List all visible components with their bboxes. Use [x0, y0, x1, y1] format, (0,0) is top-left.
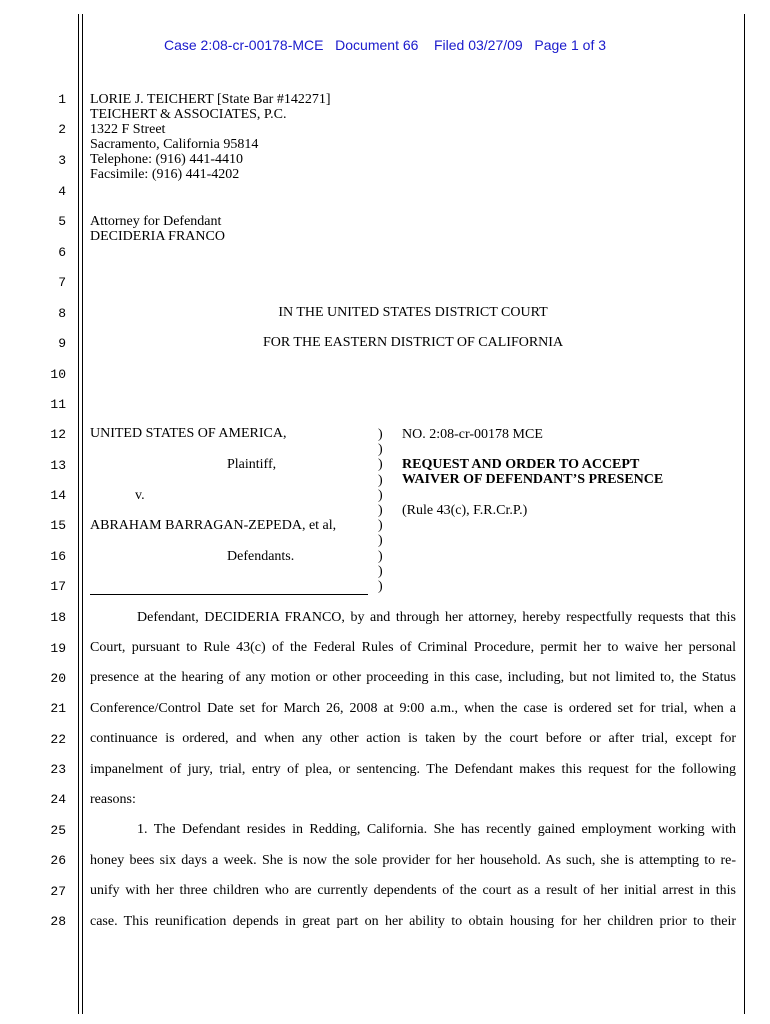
body-line: case. This reunification depends in great part on her ability to obtain housing for her children prior to their	[90, 914, 736, 929]
document-title: REQUEST AND ORDER TO ACCEPT WAIVER OF DEFENDANT’S PRESENCE	[402, 457, 664, 487]
body-line: continuance is ordered, and when any other action is taken by the court before or after trial, except for	[90, 731, 736, 746]
line-number: 21	[50, 701, 66, 716]
court-name: IN THE UNITED STATES DISTRICT COURT	[278, 305, 548, 320]
caption-parentheses: ) ) ) ) ) ) ) ) ) ) )	[378, 427, 383, 595]
body-line: unify with her three children who are currently dependents of the court as a result of her initial arrest in this	[90, 883, 736, 898]
line-number: 25	[50, 823, 66, 838]
line-number: 8	[58, 306, 66, 321]
line-number: 2	[58, 122, 66, 137]
body-line: Defendant, DECIDERIA FRANCO, by and through her attorney, hereby respectfully requests that this	[137, 610, 736, 625]
line-number: 18	[50, 610, 66, 625]
line-number: 9	[58, 336, 66, 351]
line-number: 5	[58, 214, 66, 229]
body-line: Court, pursuant to Rule 43(c) of the Federal Rules of Criminal Procedure, permit her to waive her personal	[90, 640, 736, 655]
defendant-name: ABRAHAM BARRAGAN-ZEPEDA, et al,	[90, 518, 337, 533]
line-number: 14	[50, 488, 66, 503]
court-district: FOR THE EASTERN DISTRICT OF CALIFORNIA	[262, 335, 564, 350]
caption-underline	[90, 594, 368, 595]
line-number: 3	[58, 153, 66, 168]
line-number: 26	[50, 853, 66, 868]
line-number: 27	[50, 884, 66, 899]
attorney-block: LORIE J. TEICHERT [State Bar #142271] TEICHERT & ASSOCIATES, P.C. 1322 F Street Sacramento, California 95814 Telephone: (916) 441-4410 Facsimile: (916) 441-4202	[90, 92, 331, 182]
body-line: Conference/Control Date set for March 26, 2008 at 9:00 a.m., when the case is ordered set for trial, when a	[90, 701, 736, 716]
line-number: 16	[50, 549, 66, 564]
line-number: 12	[50, 427, 66, 442]
case-header: Case 2:08-cr-00178-MCE Document 66 Filed 03/27/09 Page 1 of 3	[163, 37, 607, 53]
body-line: presence at the hearing of any motion or other proceeding in this case, including, but not limited to, the Status	[90, 670, 736, 685]
defendant-role: Defendants.	[227, 549, 295, 564]
case-number: NO. 2:08-cr-00178 MCE	[402, 427, 543, 442]
body-line: 1. The Defendant resides in Redding, California. She has recently gained employment working with	[137, 822, 736, 837]
line-number: 23	[50, 762, 66, 777]
body-line: impanelment of jury, trial, entry of plea, or sentencing. The Defendant makes this request for the following	[90, 762, 736, 777]
line-number: 1	[58, 92, 66, 107]
body-line: reasons:	[90, 792, 136, 807]
line-number: 7	[58, 275, 66, 290]
left-margin-rule-inner	[82, 14, 83, 1014]
line-number: 10	[50, 367, 66, 382]
versus: v.	[135, 488, 145, 503]
line-number: 28	[50, 914, 66, 929]
attorney-for: Attorney for Defendant DECIDERIA FRANCO	[90, 214, 225, 244]
body-line: honey bees six days a week. She is now the sole provider for her household. As such, she is attempting to re-	[90, 853, 736, 868]
line-number: 6	[58, 245, 66, 260]
plaintiff-name: UNITED STATES OF AMERICA,	[90, 426, 287, 441]
left-margin-rule-outer	[78, 14, 79, 1014]
line-number: 11	[50, 397, 66, 412]
line-number: 4	[58, 184, 66, 199]
line-number: 20	[50, 671, 66, 686]
line-number: 17	[50, 579, 66, 594]
line-number: 15	[50, 518, 66, 533]
line-number: 24	[50, 792, 66, 807]
line-number: 19	[50, 641, 66, 656]
line-number: 13	[50, 458, 66, 473]
line-number: 22	[50, 732, 66, 747]
plaintiff-role: Plaintiff,	[227, 457, 277, 472]
right-margin-rule	[744, 14, 745, 1014]
rule-citation: (Rule 43(c), F.R.Cr.P.)	[402, 503, 528, 518]
